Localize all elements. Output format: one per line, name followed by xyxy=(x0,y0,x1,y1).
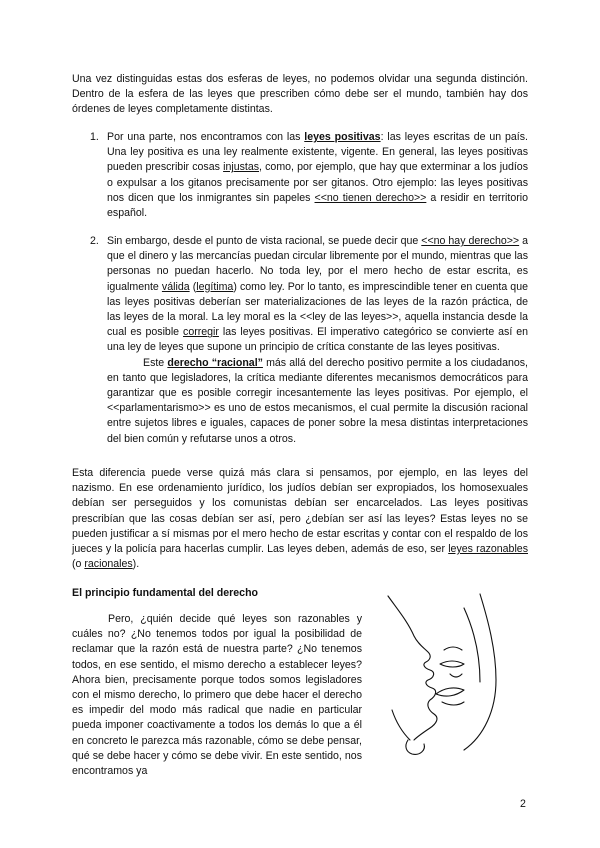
text-run: ). xyxy=(132,558,140,571)
term-valida: válida xyxy=(161,280,190,293)
list-item-text xyxy=(107,234,528,447)
term-corregir: corregir xyxy=(183,326,219,339)
text-run: ) como ley. Por lo tanto, es imprescindible tener en cuenta que las leyes positivas deberían ser materializaciones de las leyes de la razón práctica, de las leyes de la moral. La ley moral es la <<ley de las leyes>>, aquella instancia desde la cual es posible xyxy=(107,280,528,339)
text-run: a residir en territorio español. xyxy=(107,191,528,220)
text-run: Este xyxy=(143,356,168,369)
face-profile-icon xyxy=(384,590,504,760)
text-run: , como, por ejemplo, que hay que exterminar a los judíos o expulsar a los gitanos precisamente por ser gitanos. Otro ejemplo: las leyes positivas nos dicen que los inmigrantes sin papeles xyxy=(107,161,528,204)
term-legitima: legítima xyxy=(196,280,234,293)
section-paragraph: Pero, ¿quién decide qué leyes son razonables y cuáles no? ¿No tenemos todos por igual la posibilidad de reclamar que la razón está de nuestra parte? ¿No tenemos todos, en ese sentido, el mismo derecho a establecer leyes? Ahora bien, precisamente porque todos somos legisladores con el mismo derecho, lo primero que debe hacer el derecho es impedir del modo más radical que nadie en particular pueda imponer coactivamente a todos los demás lo que a él en concreto le parezca más razonable, cómo se debe pensar, qué se debe hacer y cómo se debe vivir. En este sentido, nos encontramos ya xyxy=(72,613,362,778)
intro-paragraph: Una vez distinguidas estas dos esferas de leyes, no podemos olvidar una segunda distinción. Dentro de la esfera de las leyes que prescriben cómo debe ser el mundo, también hay dos órdenes de leyes completamente distintas. xyxy=(72,73,528,116)
text-run: más allá del derecho positivo permite a los ciudadanos, en tanto que legisladores, la crítica mediante diferentes mecanismos democráticos para garantizar que es posible corregir incesantemente las leyes positivas. Por ejemplo, el <<parlamentarismo>> es uno de estos mecanismos, el cual permite la discusión racional entre sujetos libres e iguales, capaces de poner sobre la mesa distintas interpretaciones del bien común y refutarse unos a otros. xyxy=(107,356,528,445)
text-run: a que el dinero y las mercancías puedan circular libremente por el mundo, mientras que las personas no puedan hacerlo. No toda ley, por el mero hecho de estar escrita, es igualmente xyxy=(107,235,528,293)
text-run: las leyes positivas. El imperativo categórico se convierte así en una ley de leyes que supone un principio de crítica constante de las leyes positivas. xyxy=(107,326,528,354)
term-leyes-razonables: leyes razonables xyxy=(448,543,528,556)
text-run: Sin embargo, desde el punto de vista racional, se puede decir que xyxy=(107,235,422,247)
page-number: 2 xyxy=(520,798,526,810)
list-item-paragraph xyxy=(107,234,528,356)
text-run: Esta diferencia puede verse quizá más clara si pensamos, por ejemplo, en las leyes del nazismo. En ese ordenamiento jurídico, los judíos debían ser expropiados, los homosexuales debían ser perseguidos y los comunistas debían ser encarcelados. Las leyes positivas prescribían que las cosas debían ser así, pero ¿debían ser así las leyes? Estas leyes no se pueden justificar a sí mismas por el mero hecho de estar escritas y contar con el respaldo de los jueces y la policía para hacerlas cumplir. Las leyes deben, además de eso, ser xyxy=(72,467,528,556)
term-no-hay-derecho: <<no hay derecho>> xyxy=(421,235,520,247)
list-number: 2. xyxy=(90,235,99,247)
term-leyes-positivas: leyes positivas xyxy=(304,131,381,143)
term-no-tienen-derecho: <<no tienen derecho>> xyxy=(314,191,427,204)
section-heading: El principio fundamental del derecho xyxy=(72,587,259,599)
list-item-text xyxy=(107,130,528,221)
text-run: (o xyxy=(72,558,85,571)
list-item-paragraph xyxy=(107,356,528,447)
text-run: : las leyes escritas de un país. Una ley positiva es una ley realmente existente, vigente. En general, las leyes positivas pueden prescribir cosas xyxy=(107,131,528,174)
text-run: ( xyxy=(189,280,197,293)
list-number: 1. xyxy=(90,131,99,143)
term-injustas: injustas xyxy=(223,161,260,174)
term-racionales: racionales xyxy=(84,558,133,571)
nazism-paragraph xyxy=(72,466,528,572)
text-run: Por una parte, nos encontramos con las xyxy=(107,131,305,143)
term-derecho-racional: derecho “racional” xyxy=(167,356,263,369)
